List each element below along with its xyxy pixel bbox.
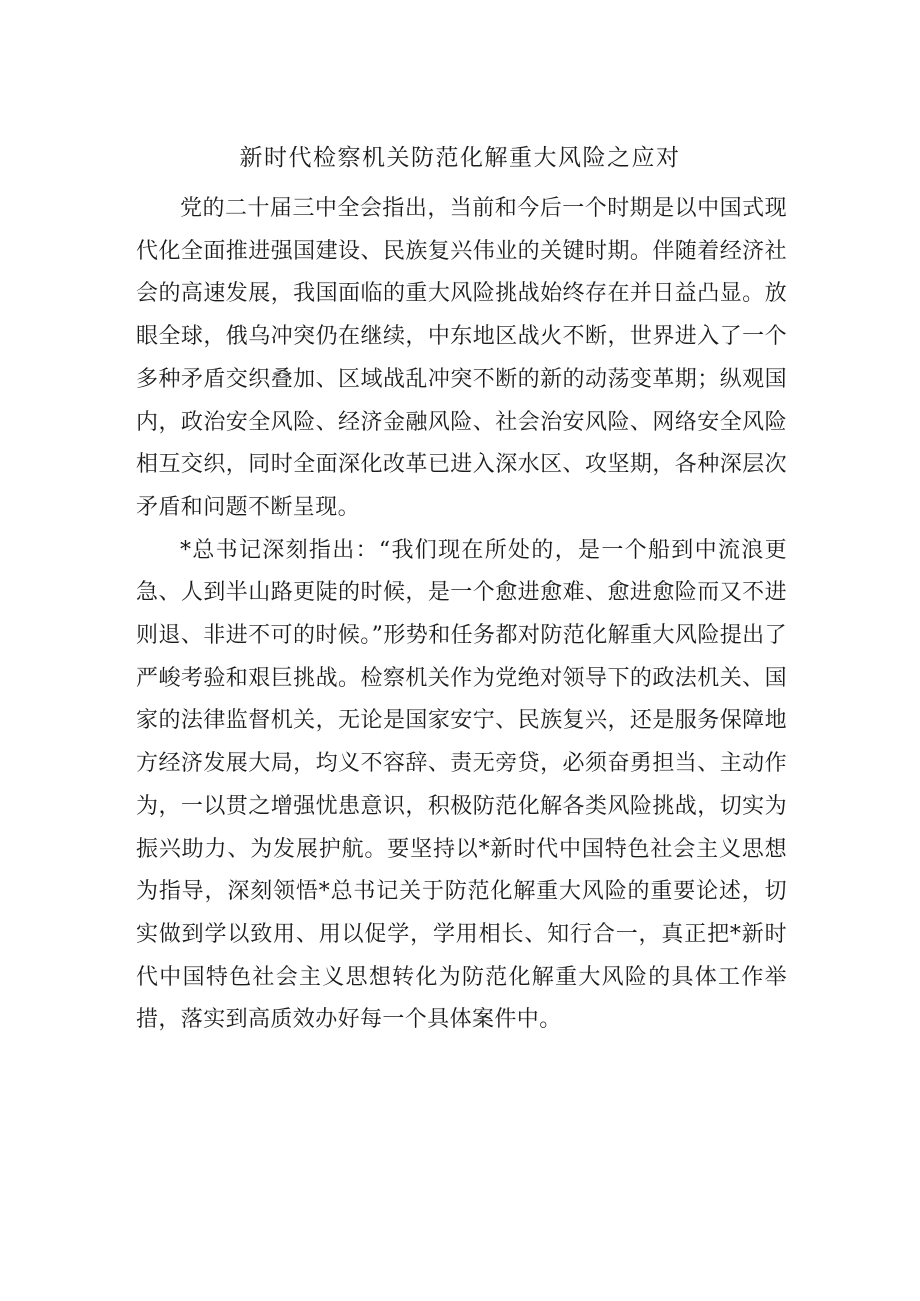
- paragraph-1: 党的二十届三中全会指出，当前和今后一个时期是以中国式现代化全面推进强国建设、民族复兴伟业的关键时期。伴随着经济社会的高速发展，我国面临的重大风险挑战始终存在并日益凸显。放眼全球，俄乌冲突仍在继续，中东地区战火不断，世界进入了一个多种矛盾交织叠加、区域战乱冲突不断的新的动荡变革期；纵观国内，政治安全风险、经济金融风险、社会治安风险、网络安全风险相互交织，同时全面深化改革已进入深水区、攻坚期，各种深层次矛盾和问题不断呈现。: [136, 196, 787, 520]
- document-body: [136, 188, 787, 1042]
- document-title: 新时代检察机关防范化解重大风险之应对: [239, 145, 681, 171]
- paragraph-2: *总书记深刻指出：“我们现在所处的，是一个船到中流浪更急、人到半山路更陡的时候，是一个愈进愈难、愈进愈险而又不进则退、非进不可的时候。”形势和任务都对防范化解重大风险提出了严峻考验和艰巨挑战。检察机关作为党绝对领导下的政法机关、国家的法律监督机关，无论是国家安宁、民族复兴，还是服务保障地方经济发展大局，均义不容辞、责无旁贷，必须奋勇担当、主动作为，一以贯之增强忧患意识，积极防范化解各类风险挑战，切实为振兴助力、为发展护航。要坚持以*新时代中国特色社会主义思想为指导，深刻领悟*总书记关于防范化解重大风险的重要论述，切实做到学以致用、用以促学，学用相长、知行合一，真正把*新时代中国特色社会主义思想转化为防范化解重大风险的具体工作举措，落实到高质效办好每一个具体案件中。: [136, 537, 787, 1033]
